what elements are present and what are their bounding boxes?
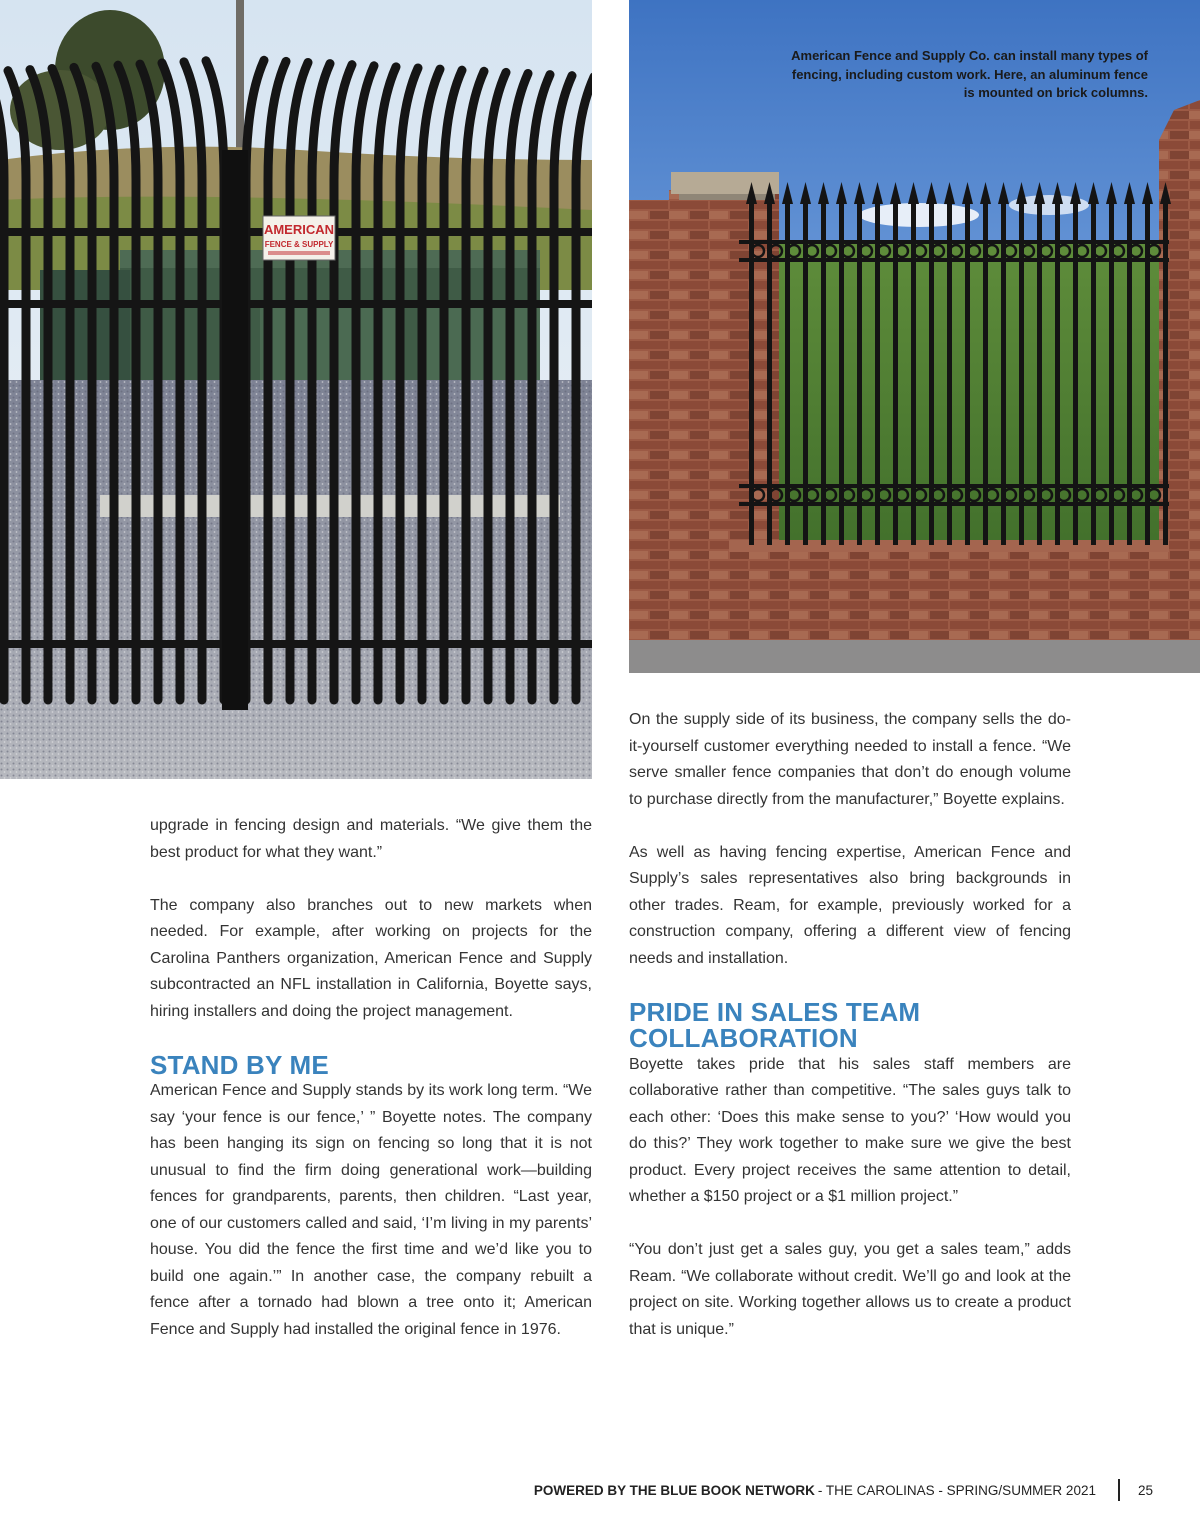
paragraph-sales-team: “You don’t just get a sales guy, you get a sales team,” adds Ream. “We collaborate without credit. We’ll go and look at the project on site. Working together allows us to create a product that is unique.” [629, 1241, 1071, 1338]
paragraph-expertise: As well as having fencing expertise, American Fence and Supply’s sales representatives also bring backgrounds in other trades. Ream, for example, previously worked for a construction company, offering a different view of fencing needs and installation. [629, 843, 1071, 967]
footer-divider [1118, 1479, 1120, 1501]
paragraph-new-markets: The company also branches out to new markets when needed. For example, after working on projects for the Carolina Panthers organization, American Fence and Supply subcontracted an NFL installation in California, Boyette says, hiring installers and doing the project management. [150, 896, 592, 1020]
left-text-column [150, 813, 592, 1370]
paragraph-collaborative: Boyette takes pride that his sales staff members are collaborative rather than competitive. “The sales guys talk to each other: ‘Does this make sense to you?’ ‘How would you do this?’ They work together to make sure we give the best product. Every project receives the same attention to detail, whether a $150 project or a $1 million project.” [629, 1055, 1071, 1205]
security-fence-photo [0, 0, 592, 779]
page-number: 25 [1137, 1482, 1153, 1498]
left-photo-security-fence [0, 0, 592, 779]
paragraph-stand-by-me: American Fence and Supply stands by its work long term. “We say ‘your fence is our fence,’ ” Boyette notes. The company has been hanging its sign on fencing so long that it is not unusual to find the firm doing generational work—building fences for grandparents, parents, then children. “Last year, one of our customers called and said, ‘I’m living in my parents’ house. You did the fence the first time and we’d like you to build one again.’” In another case, the company rebuilt a fence after a tornado had blown a tree onto it; American Fence and Supply had installed the original fence in 1976. [150, 1082, 592, 1338]
sign-line-1: AMERICAN [263, 222, 335, 237]
heading-line-2: COLLABORATION [629, 1023, 858, 1053]
page-footer [534, 1478, 1153, 1502]
photo-caption: American Fence and Supply Co. can install many types of fencing, including custom work. Here, an aluminum fence is mounted on brick columns. [791, 48, 1148, 100]
footer-publication: - THE CAROLINAS - SPRING/SUMMER 2021 [817, 1482, 1096, 1498]
footer-brand: POWERED BY THE BLUE BOOK NETWORK [533, 1482, 815, 1498]
section-heading-pride-sales-team [629, 996, 1071, 1053]
section-heading-stand-by-me: STAND BY ME [150, 1049, 329, 1080]
right-text-column [629, 707, 1071, 1370]
sign-line-2: FENCE & SUPPLY [264, 240, 334, 249]
paragraph-supply-side: On the supply side of its business, the company sells the do-it-yourself customer everything needed to install a fence. “We serve smaller fence companies that don’t do enough volume to purchase directly from the manufacturer,” Boyette explains. [629, 711, 1071, 808]
american-fence-sign [263, 216, 335, 260]
paragraph-continued: upgrade in fencing design and materials. “We give them the best product for what they want.” [150, 817, 592, 861]
heading-line-1: PRIDE IN SALES TEAM [629, 996, 921, 1027]
